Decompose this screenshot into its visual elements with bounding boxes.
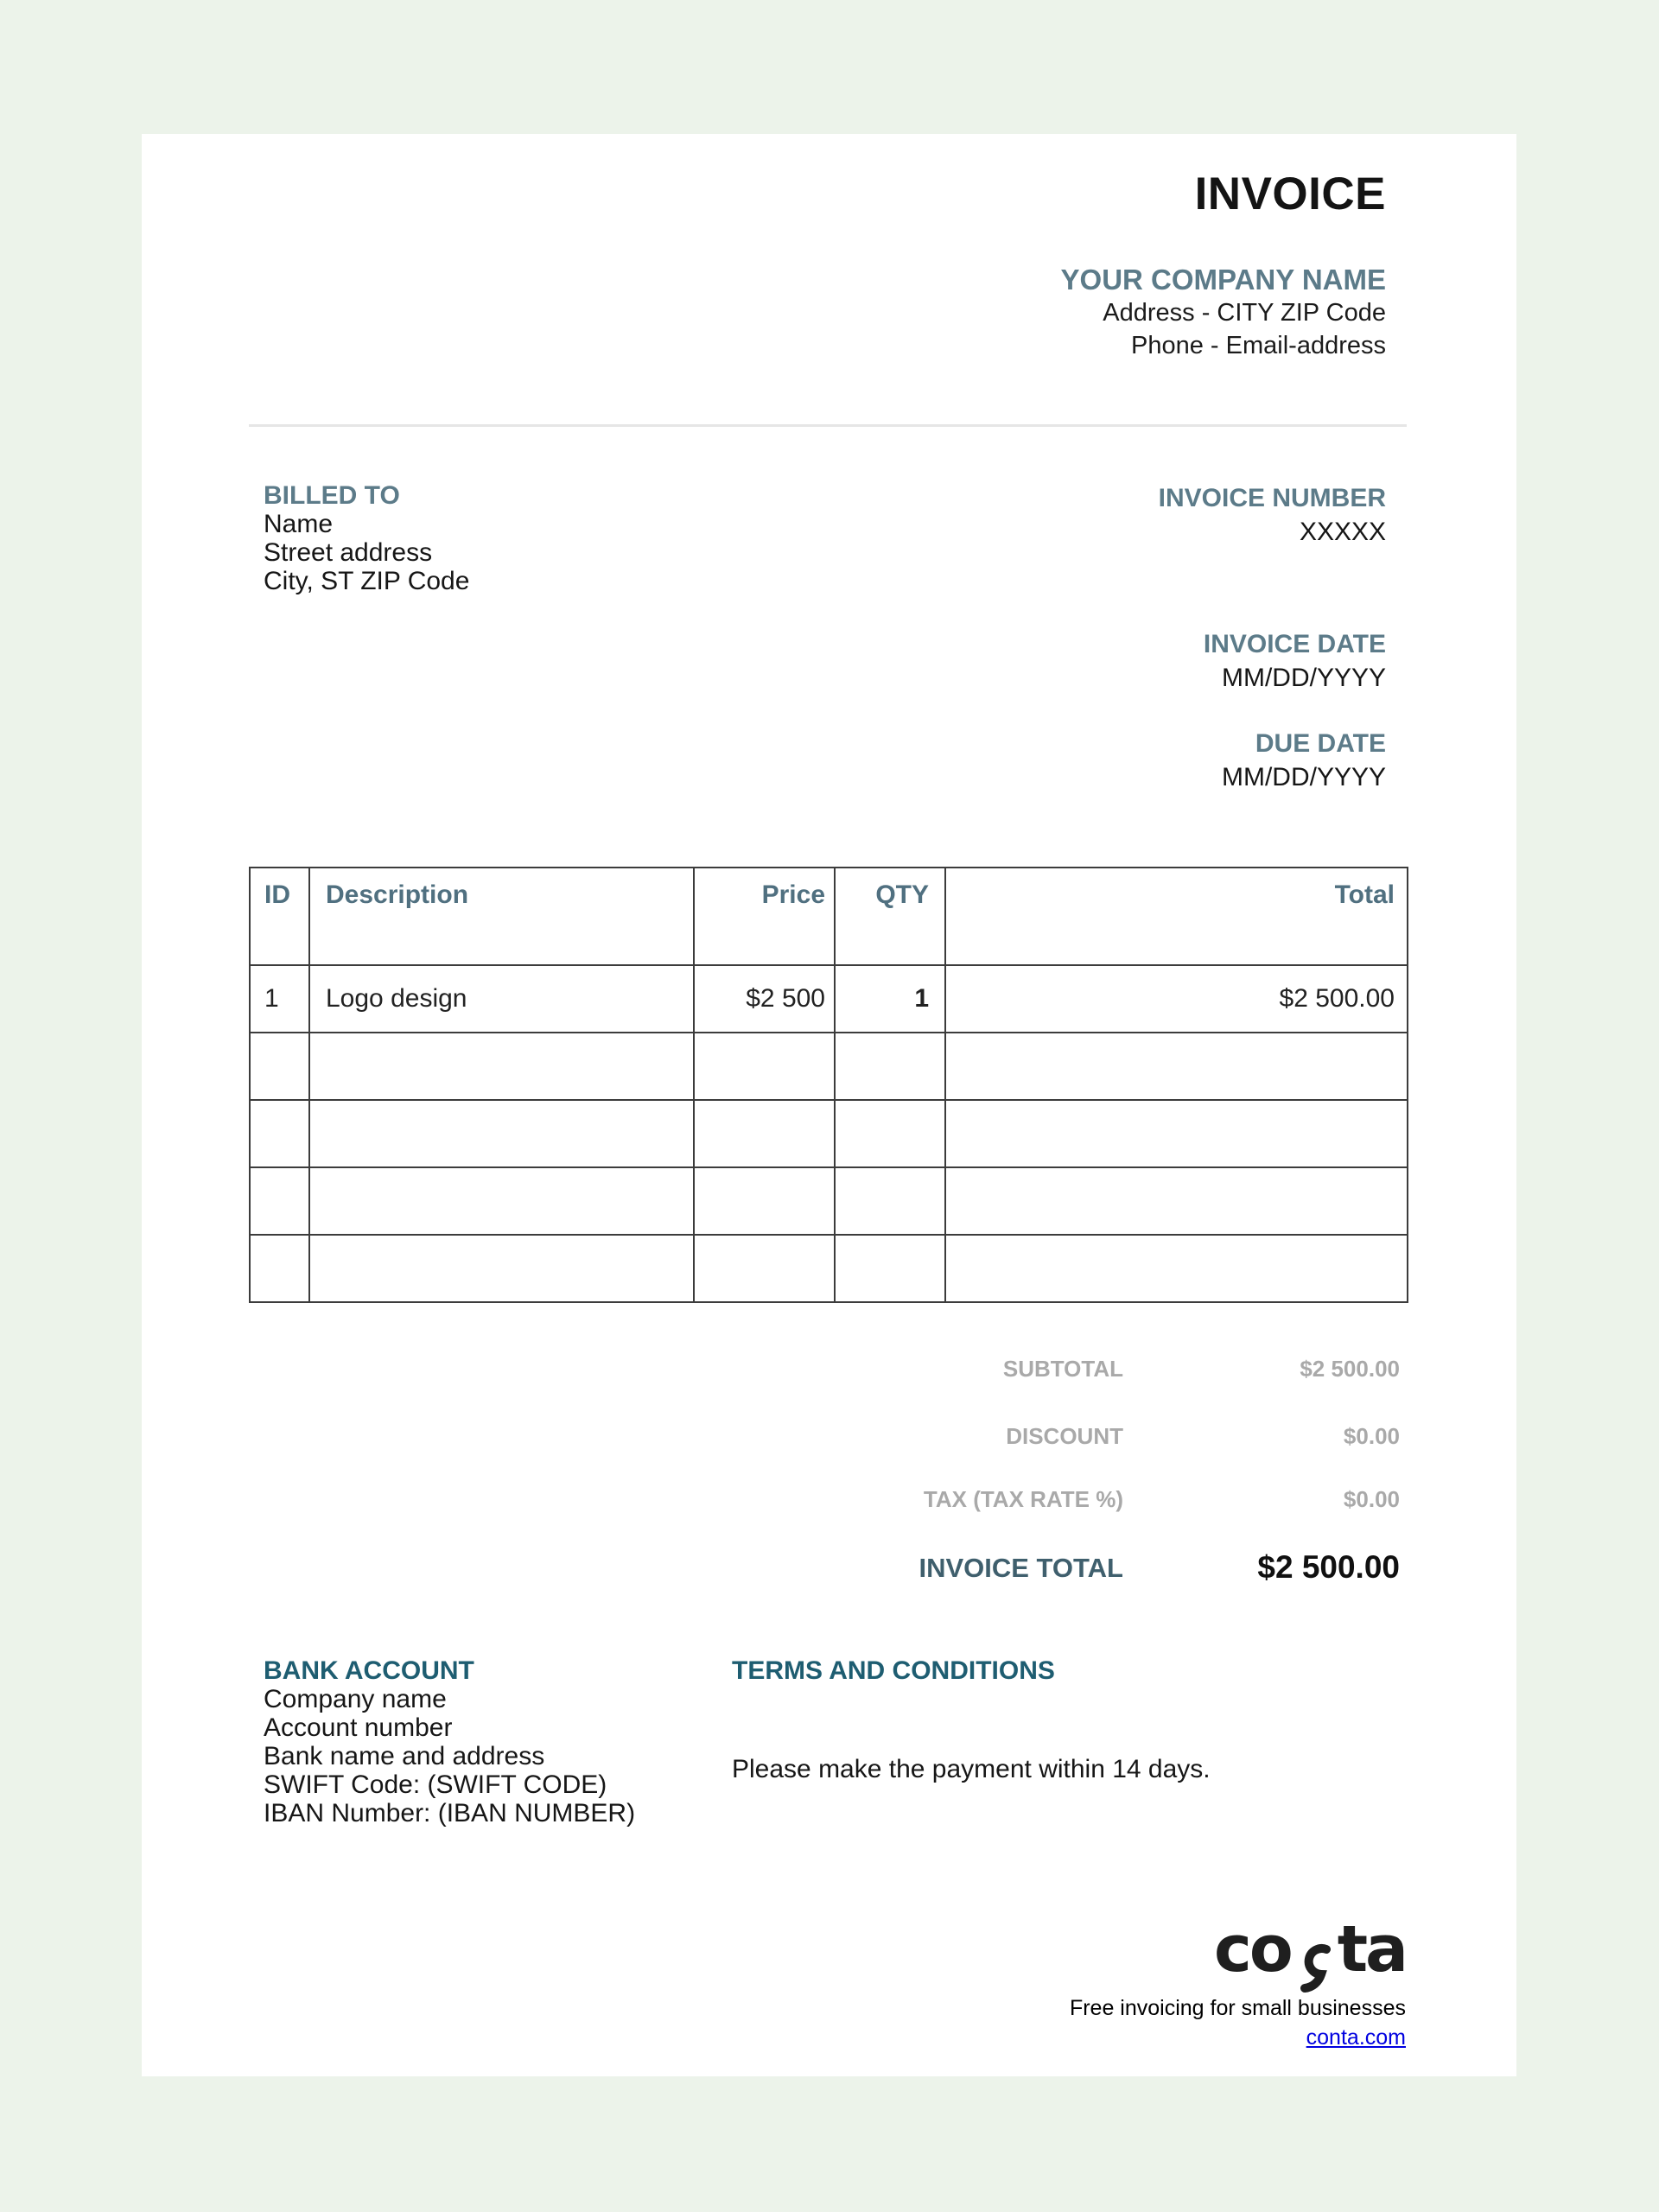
conta-logo-text-right: ta [1337, 1912, 1406, 1986]
terms-text: Please make the payment within 14 days. [732, 1755, 1211, 1783]
conta-logo-text-left: co [1213, 1912, 1291, 1986]
cell-qty [835, 1033, 945, 1100]
billed-to-city: City, ST ZIP Code [264, 567, 470, 595]
bank-iban-number: IBAN Number: (IBAN NUMBER) [264, 1799, 636, 1827]
table-row [250, 1033, 1408, 1100]
invoice-total-value: $2 500.00 [1257, 1549, 1400, 1585]
cell-description [309, 1100, 694, 1167]
cell-id [250, 1033, 309, 1100]
cell-total [945, 1167, 1408, 1235]
bank-account-number: Account number [264, 1713, 453, 1742]
cell-description [309, 1033, 694, 1100]
cell-price [694, 1167, 835, 1235]
billed-to-street: Street address [264, 538, 433, 567]
header-divider [249, 424, 1407, 427]
invoice-card [142, 134, 1516, 2076]
due-date-label: DUE DATE [1255, 729, 1386, 758]
billed-to-label: BILLED TO [264, 481, 400, 510]
col-header-description: Description [309, 868, 694, 965]
cell-total [945, 1100, 1408, 1167]
terms-label: TERMS AND CONDITIONS [732, 1656, 1055, 1685]
summary-row-tax [249, 1486, 1400, 1516]
line-items-table [249, 867, 1408, 1303]
billed-to-name: Name [264, 510, 334, 538]
cell-id [250, 1235, 309, 1302]
due-date-value: MM/DD/YYYY [1221, 763, 1386, 791]
subtotal-label: SUBTOTAL [1002, 1356, 1123, 1382]
table-row [250, 1235, 1408, 1302]
summary-row-subtotal [249, 1356, 1400, 1385]
invoice-date-value: MM/DD/YYYY [1221, 664, 1386, 692]
table-header-row [250, 868, 1408, 965]
company-contact: Phone - Email-address [1131, 332, 1386, 359]
invoice-number-block [1159, 481, 1386, 549]
cell-price: $2 500 [694, 965, 835, 1033]
table-row [250, 965, 1408, 1033]
cell-description [309, 1235, 694, 1302]
cell-qty [835, 1167, 945, 1235]
invoice-date-label: INVOICE DATE [1203, 630, 1386, 658]
cell-price [694, 1033, 835, 1100]
bank-swift-code: SWIFT Code: (SWIFT CODE) [264, 1770, 607, 1799]
company-name: YOUR COMPANY NAME [1060, 264, 1386, 296]
cell-total [945, 1033, 1408, 1100]
tax-label: TAX (TAX RATE %) [923, 1486, 1123, 1512]
page-title: INVOICE [1194, 168, 1386, 219]
tax-value: $0.00 [1343, 1486, 1400, 1512]
footer-section [1069, 1912, 1406, 2050]
cell-price [694, 1235, 835, 1302]
col-header-total: Total [945, 868, 1408, 965]
col-header-id: ID [250, 868, 309, 965]
bank-name-address: Bank name and address [264, 1742, 545, 1770]
discount-value: $0.00 [1343, 1423, 1400, 1449]
invoice-number-label: INVOICE NUMBER [1158, 484, 1386, 512]
col-header-qty: QTY [835, 868, 945, 965]
cell-description [309, 1167, 694, 1235]
cell-qty: 1 [835, 965, 945, 1033]
subtotal-value: $2 500.00 [1300, 1356, 1400, 1382]
bank-company-name: Company name [264, 1685, 447, 1713]
invoice-total-label: INVOICE TOTAL [918, 1553, 1123, 1583]
summary-row-discount [249, 1423, 1400, 1452]
invoice-header [1060, 168, 1386, 362]
billed-to-section [264, 481, 469, 595]
cell-id [250, 1167, 309, 1235]
cell-total [945, 1235, 1408, 1302]
conta-swirl-icon [1295, 1938, 1335, 1995]
conta-logo [1213, 1912, 1406, 1986]
cell-qty [835, 1235, 945, 1302]
invoice-number-value: XXXXX [1299, 518, 1386, 546]
cell-id: 1 [250, 965, 309, 1033]
cell-price [694, 1100, 835, 1167]
col-header-price: Price [694, 868, 835, 965]
invoice-meta-section [1159, 481, 1386, 794]
due-date-block [1159, 727, 1386, 794]
table-row [250, 1167, 1408, 1235]
cell-id [250, 1100, 309, 1167]
cell-qty [835, 1100, 945, 1167]
footer-tagline: Free invoicing for small businesses [1069, 1996, 1406, 2020]
invoice-date-block [1159, 627, 1386, 695]
summary-row-invoice-total [249, 1549, 1400, 1585]
cell-total: $2 500.00 [945, 965, 1408, 1033]
table-row [250, 1100, 1408, 1167]
discount-label: DISCOUNT [1006, 1423, 1123, 1449]
company-address: Address - CITY ZIP Code [1103, 299, 1386, 327]
bank-account-section [264, 1656, 635, 1827]
bank-account-label: BANK ACCOUNT [264, 1656, 474, 1685]
conta-link[interactable]: conta.com [1306, 2025, 1406, 2050]
cell-description: Logo design [309, 965, 694, 1033]
